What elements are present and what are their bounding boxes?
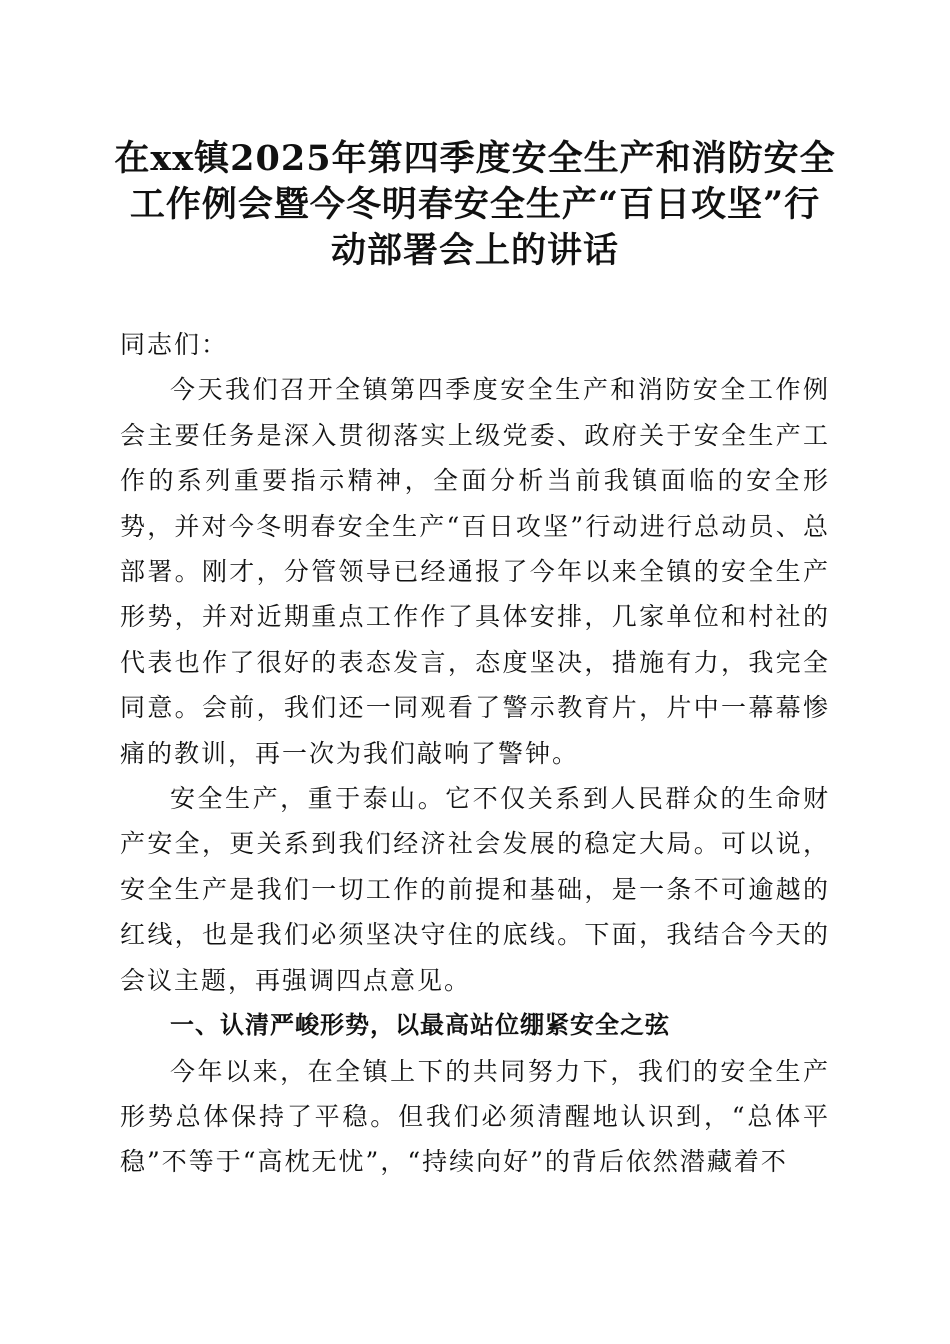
- paragraph-section-1: 今年以来，在全镇上下的共同努力下，我们的安全生产形势总体保持了平稳。但我们必须清醒地认识到，“总体平稳”不等于“高枕无忧”，“持续向好”的背后依然潜藏着不: [120, 1056, 830, 1177]
- title-line-3: 动部署会上的讲话: [330, 230, 619, 271]
- paragraph-safety-importance: 安全生产，重于泰山。它不仅关系到人民群众的生命财产安全，更关系到我们经济社会发展的稳定大局。可以说，安全生产是我们一切工作的前提和基础，是一条不可逾越的红线，也是我们必须坚决守住的底线。下面，我结合今天的会议主题，再强调四点意见。: [120, 784, 830, 995]
- document-body: [120, 322, 830, 1185]
- paragraph-opening: 今天我们召开全镇第四季度安全生产和消防安全工作例会主要任务是深入贯彻落实上级党委、政府关于安全生产工作的系列重要指示精神，全面分析当前我镇面临的安全形势，并对今冬明春安全生产“百日攻坚”行动进行总动员、总部署。刚才，分管领导已经通报了今年以来全镇的安全生产形势，并对近期重点工作作了具体安排，几家单位和村社的代表也作了很好的表态发言，态度坚决，措施有力，我完全同意。会前，我们还一同观看了警示教育片，片中一幕幕惨痛的教训，再一次为我们敲响了警钟。: [120, 375, 830, 768]
- title-line-1: 在xx镇2025年第四季度安全生产和消防安全: [114, 138, 836, 179]
- title-line-2: 工作例会暨今冬明春安全生产“百日攻坚”行: [129, 184, 821, 225]
- salutation: 同志们：: [120, 330, 229, 359]
- section-heading-1: 一、认清严峻形势，以最高站位绷紧安全之弦: [170, 1011, 670, 1040]
- document-title: [110, 136, 840, 274]
